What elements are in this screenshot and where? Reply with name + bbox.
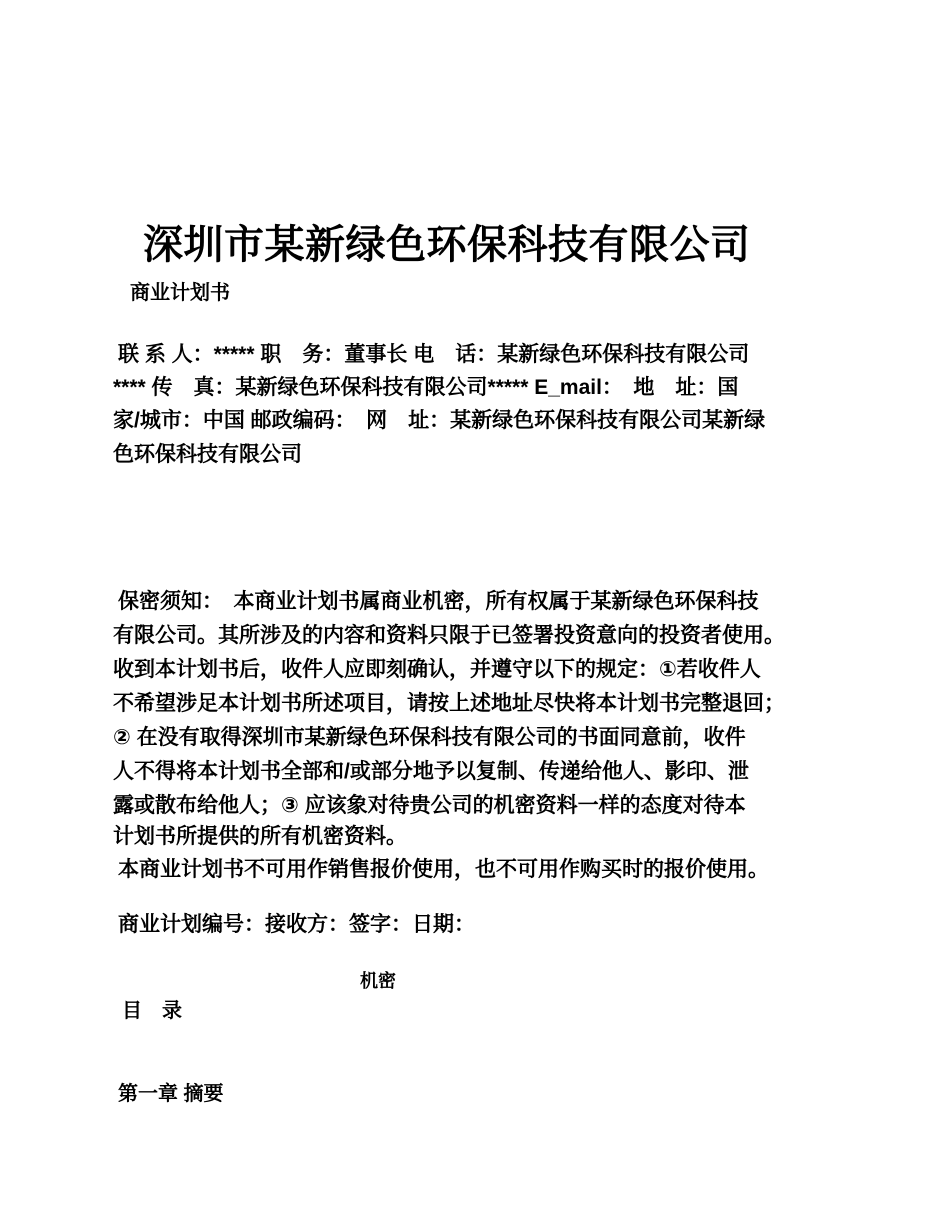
- contact-line: 联 系 人：***** 职 务：董事长 电 话：某新绿色环保科技有限公司: [118, 343, 750, 366]
- notice-line: ② 在没有取得深圳市某新绿色环保科技有限公司的书面同意前，收件: [113, 726, 746, 749]
- notice-line: 露或散布给他人；③ 应该象对待贵公司的机密资料一样的态度对待本: [113, 794, 746, 817]
- notice-line: 计划书所提供的所有机密资料。: [113, 825, 407, 848]
- contact-line: 家/城市：中国 邮政编码： 网 址：某新绿色环保科技有限公司某新绿: [113, 409, 766, 432]
- document-title: 深圳市某新绿色环保科技有限公司: [143, 223, 751, 267]
- contact-line: **** 传 真：某新绿色环保科技有限公司***** E_mail： 地 址：国: [113, 376, 739, 399]
- contact-line: 色环保科技有限公司: [113, 443, 302, 466]
- notice-line: 本商业计划书不可用作销售报价使用，也不可用作购买时的报价使用。: [118, 858, 769, 881]
- notice-line: 收到本计划书后，收件人应即刻确认，并遵守以下的规定：①若收件人: [113, 658, 761, 681]
- notice-line: 保密须知： 本商业计划书属商业机密，所有权属于某新绿色环保科技: [118, 590, 759, 613]
- document-subtitle: 商业计划书: [130, 282, 230, 304]
- signature-line: 商业计划编号：接收方：签字：日期：: [118, 913, 475, 936]
- notice-line: 有限公司。其所涉及的内容和资料只限于已签署投资意向的投资者使用。: [113, 624, 785, 647]
- chapter-heading: 第一章 摘要: [118, 1083, 224, 1105]
- toc-heading: 目 录: [122, 1000, 182, 1022]
- notice-line: 不希望涉足本计划书所述项目，请按上述地址尽快将本计划书完整退回；: [113, 692, 785, 715]
- notice-line: 人不得将本计划书全部和/或部分地予以复制、传递给他人、影印、泄: [113, 760, 749, 783]
- confidential-mark: 机密: [360, 971, 396, 991]
